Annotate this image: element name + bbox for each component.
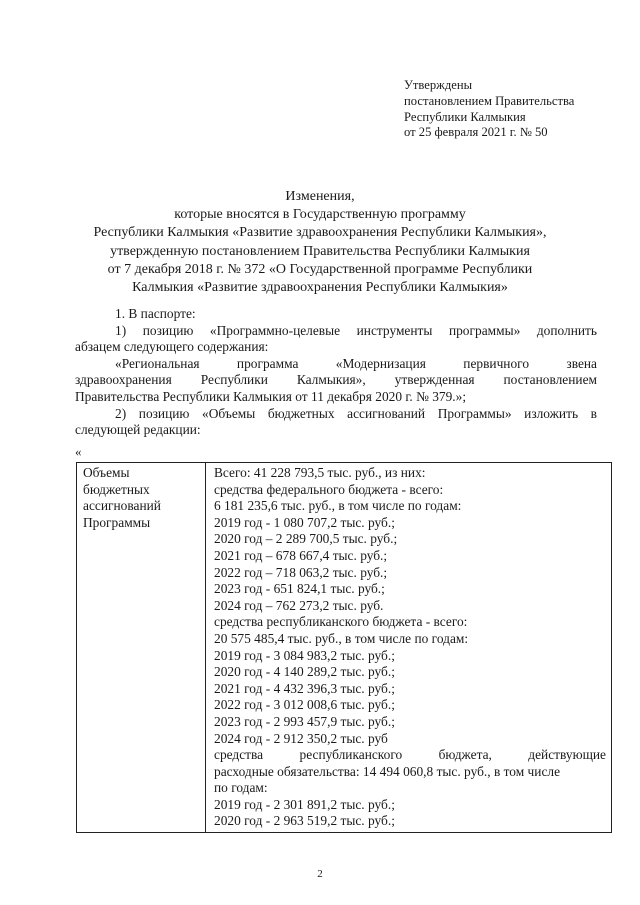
value-line: 2019 год - 2 301 891,2 тыс. руб.;	[214, 796, 395, 812]
value-line: 2021 год - 4 432 396,3 тыс. руб.;	[214, 680, 395, 696]
approval-line: Республики Калмыкия	[404, 109, 526, 124]
approval-line: постановлением Правительства	[404, 93, 575, 108]
value-line: расходные обязательства: 14 494 060,8 тыс. руб., в том числе	[214, 763, 561, 779]
value-line: 2020 год - 2 963 519,2 тыс. руб.;	[214, 813, 395, 829]
title-line: которые вносятся в Государственную программу	[174, 207, 466, 223]
value-line: 20 575 485,4 тыс. руб., в том числе по годам:	[214, 630, 469, 646]
section-heading: 1. В паспорте:	[115, 306, 196, 321]
open-quote-mark: «	[75, 444, 82, 459]
label-line: бюджетных	[83, 481, 150, 497]
title-line: от 7 декабря 2018 г. № 372 «О Государственной программе Республики	[107, 261, 533, 277]
value-line: 2021 год – 678 667,4 тыс. руб.;	[214, 547, 388, 563]
value-line: средства республиканского бюджета - всего:	[214, 614, 468, 630]
title-line: утвержденную постановлением Правительства Республики Калмыкия	[110, 243, 530, 259]
document-body	[75, 306, 597, 439]
value-line: средства республиканского бюджета, действующие	[214, 747, 606, 763]
quoted-paragraph-line: Правительства Республики Калмыкия от 11 декабря 2020 г. № 379.»;	[75, 388, 467, 404]
value-line: 2019 год - 1 080 707,2 тыс. руб.;	[214, 514, 395, 530]
value-line: 2020 год – 2 289 700,5 тыс. руб.;	[214, 531, 398, 547]
document-title	[0, 188, 640, 297]
value-line: 2023 год - 2 993 457,9 тыс. руб.;	[214, 713, 395, 729]
table-label-cell	[77, 463, 206, 833]
value-line: 2022 год – 718 063,2 тыс. руб.;	[214, 564, 388, 580]
label-line: ассигнований	[83, 498, 161, 514]
page-number: 2	[317, 868, 323, 880]
paragraph-line: 1) позицию «Программно-целевые инструменты программы» дополнить	[115, 322, 597, 338]
table-value-cell	[206, 463, 612, 833]
budget-allocation-table	[76, 462, 612, 833]
value-line: 2023 год - 651 824,1 тыс. руб.;	[214, 581, 385, 597]
quoted-paragraph-line: здравоохранения Республики Калмыкия», утвержденная постановлением	[75, 372, 597, 388]
value-line: по годам:	[214, 780, 268, 796]
label-line: Объемы	[83, 465, 130, 480]
approval-line: от 25 февраля 2021 г. № 50	[404, 125, 548, 140]
paragraph-line: абзацем следующего содержания:	[75, 339, 269, 355]
value-line: 2024 год – 762 273,2 тыс. руб.	[214, 597, 384, 613]
title-line: Изменения,	[285, 189, 355, 204]
value-line: 2024 год - 2 912 350,2 тыс. руб	[214, 730, 388, 746]
value-line: 6 181 235,6 тыс. руб., в том числе по годам:	[214, 498, 462, 514]
title-line: Республики Калмыкия «Развитие здравоохранения Республики Калмыкия»,	[93, 225, 547, 241]
paragraph-line: 2) позицию «Объемы бюджетных ассигнований Программы» изложить в	[115, 405, 597, 421]
label-line: Программы	[83, 514, 151, 530]
approval-stamp	[404, 78, 624, 141]
value-line: Всего: 41 228 793,5 тыс. руб., из них:	[214, 465, 426, 480]
table-row	[77, 463, 612, 833]
paragraph-line: следующей редакции:	[75, 422, 201, 438]
value-line: 2019 год - 3 084 983,2 тыс. руб.;	[214, 647, 395, 663]
value-line: 2022 год - 3 012 008,6 тыс. руб.;	[214, 697, 395, 713]
quoted-paragraph-line: «Региональная программа «Модернизация первичного звена	[115, 355, 597, 371]
value-line: средства федерального бюджета - всего:	[214, 481, 444, 497]
value-line: 2020 год - 4 140 289,2 тыс. руб.;	[214, 664, 395, 680]
title-line: Калмыкия «Развитие здравоохранения Республики Калмыкия»	[132, 280, 508, 296]
approval-line: Утверждены	[404, 78, 473, 92]
